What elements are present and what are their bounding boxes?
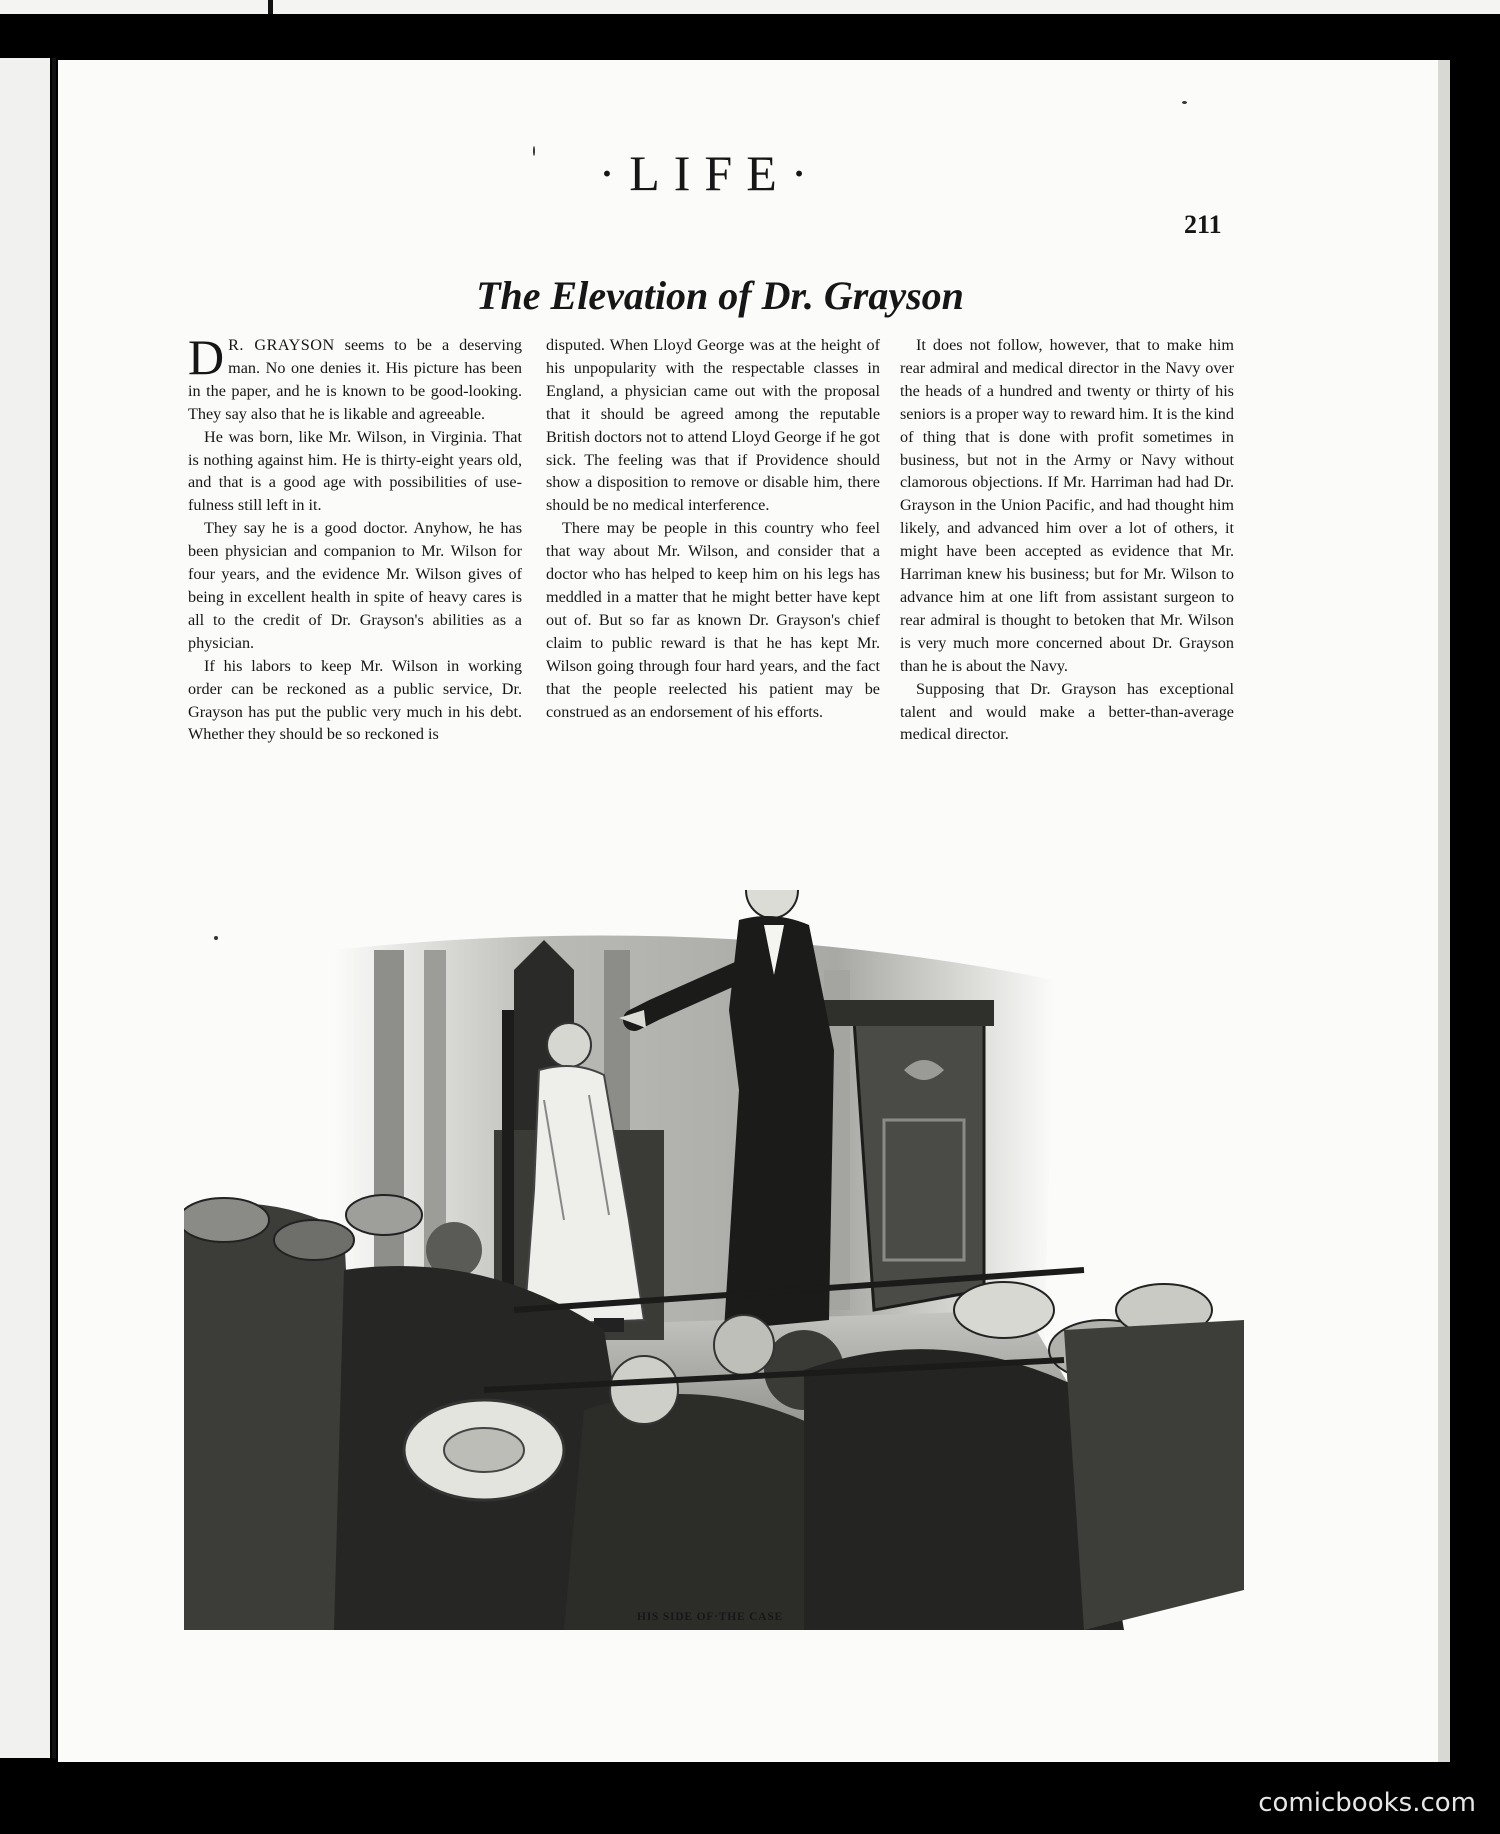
binding-spine	[52, 58, 56, 1758]
article-title: The Elevation of Dr. Grayson	[476, 273, 964, 318]
illustration	[184, 890, 1244, 1630]
paragraph: There may be people in this country who feel that way about Mr. Wilson, and consider that a doctor who has helped to keep him on his legs has meddled in a matter that he might better have kept out of. But so far as known Dr. Grayson's chief claim to public reward is that he has kept Mr. Wilson going through four hard years, and the fact that the people reelected his patient may be construed as an endorsement of his efforts.	[546, 519, 880, 721]
paragraph: If his labors to keep Mr. Wilson in working order can be reckoned as a public service, Dr. Grayson has put the public very much in his debt. Whether they should be so reckoned is	[188, 656, 522, 744]
page-gap	[268, 0, 273, 14]
page-number: 211	[1184, 210, 1222, 239]
paragraph-text: seems to be a deserving man. No one denies it. His picture has been in the paper, and he is known to be good-looking. They say also that he is likable and agreeable.	[188, 336, 523, 423]
paragraph: It does not follow, however, that to make him rear admiral and medical director in the Navy over the heads of a hundred and twenty or thirty of his seniors is a proper way to reward him. It is the kind of thing that is done with profit sometimes in business, but not in the Army or Navy without clamorous objections. If Mr. Harriman had had Dr. Grayson in the Union Pacific, and had thought him likely, and advanced him over a lot of others, it might have been accepted as evidence that Mr. Harriman knew his business; but for Mr. Wilson to advance him at one lift from assistant surgeon to rear admiral is thought to betoken that Mr. Wilson is very much more concerned about Dr. Grayson than he is about the Navy.	[900, 336, 1234, 675]
paragraph	[188, 329, 523, 426]
paragraph: He was born, like Mr. Wilson, in Virginia. That is nothing against him. He is thirty-eight years old, and that is a good age with possibilities of usefulness still left in it.	[188, 427, 522, 515]
site-watermark: comicbooks.com	[1258, 1788, 1476, 1818]
paragraph: Supposing that Dr. Grayson has exceptional talent and would make a better-than-average medical director.	[900, 679, 1234, 744]
lead-in: R. GRAYSON	[228, 336, 335, 354]
article-column-1	[188, 329, 523, 746]
adjacent-page-sliver	[0, 58, 50, 1758]
dust-speck	[533, 146, 535, 156]
dust-speck	[1182, 101, 1187, 104]
page-right-edge	[1438, 60, 1450, 1762]
paragraph: disputed. When Lloyd George was at the height of his unpopularity with the respectable classes in England, a physician came out with the proposal that it should be agreed among the reputable British doctors not to attend Lloyd George if he got sick. The feeling was that if Providence should show a disposition to remove or disable him, there should be no medical interference.	[546, 336, 880, 515]
drop-cap: D	[188, 329, 225, 385]
previous-page-edge	[0, 0, 1500, 14]
dust-speck	[214, 936, 218, 940]
illustration-caption: HIS SIDE OF·THE CASE	[636, 1611, 784, 1623]
article-column-2	[546, 334, 880, 723]
paragraph: They say he is a good doctor. Anyhow, he has been physician and companion to Mr. Wilson for four years, and the evidence Mr. Wilson gives of being in excellent health in spite of heavy cares is all to the credit of Dr. Grayson's abilities as a physician.	[188, 519, 522, 652]
magazine-masthead: ·LIFE·	[598, 145, 822, 201]
article-column-3	[900, 334, 1234, 746]
